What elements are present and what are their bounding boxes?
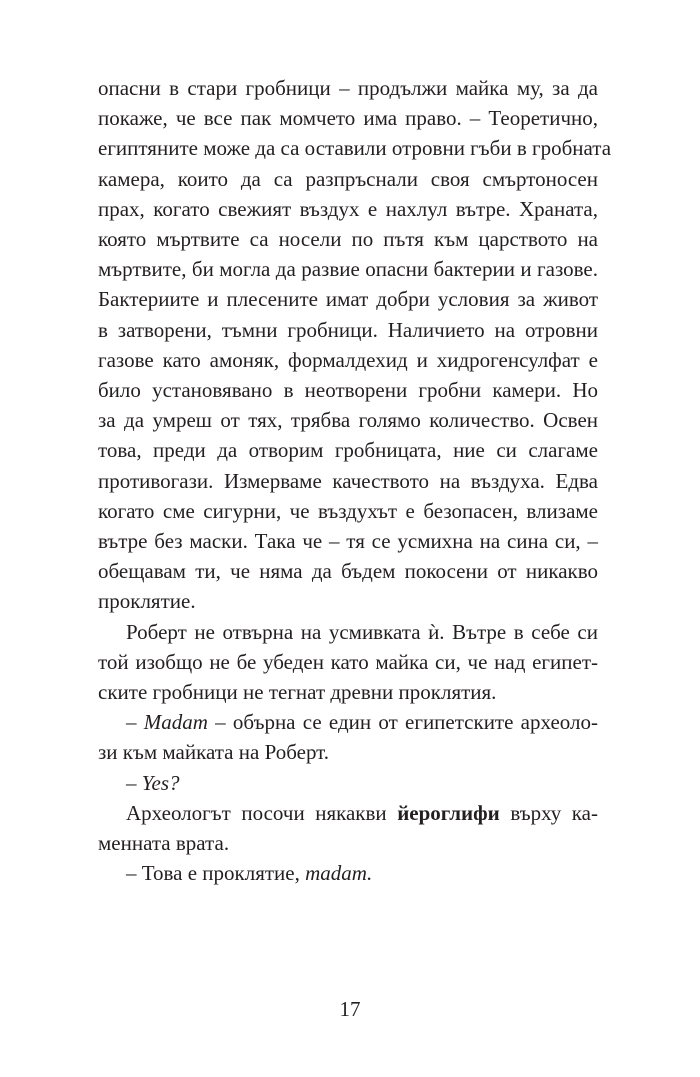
text-line: обещавам ти, че няма да бъдем покосени от никакво [98, 559, 598, 584]
text-line [98, 858, 598, 888]
text-line: менната врата. [98, 831, 230, 856]
paragraph-3 [98, 707, 598, 767]
text-line: противогази. Измерваме качеството на въздуха. Едва [98, 468, 598, 493]
text-line: ските гробници не тегнат древни проклятия. [98, 680, 497, 705]
text-line: мъртвите, би могла да развие опасни бактерии и газове. [98, 257, 598, 282]
text-line: покаже, че все пак момчето има право. – Теоретично, [98, 106, 598, 131]
text-line [98, 798, 598, 828]
paragraph-5 [98, 798, 598, 858]
text-line: зи към майката на Роберт. [98, 740, 330, 765]
text-line: той изобщо не бе убеден като майка си, че над египет- [98, 649, 598, 674]
text-line: вътре без маски. Така че – тя се усмихна на сина си, – [98, 529, 598, 554]
paragraph-2 [98, 617, 598, 708]
page-number: 17 [339, 997, 361, 1021]
paragraph-6 [98, 858, 598, 888]
italic-word: Madam [143, 710, 208, 735]
text-line: опасни в стари гробници – продължи майка му, за да [98, 76, 598, 100]
italic-word: madam. [305, 861, 373, 886]
text-line: Роберт не отвърна на усмивката ѝ. Вътре в себе си [126, 619, 598, 644]
dialogue-dash: – [126, 770, 142, 795]
text-line: проклятие. [98, 589, 196, 614]
text-line: когато сме сигурни, че въздухът е безопасен, влизаме [98, 498, 598, 523]
text-fragment: – Това е проклятие, [126, 861, 306, 886]
text-line: египтяните може да са оставили отровни гъби в гробната [98, 136, 612, 161]
text-line: газове като амоняк, формалдехид и хидрогенсулфат е [98, 347, 598, 372]
body-text [98, 73, 612, 888]
text-line: Бактериите и плесените имат добри условия за живот [98, 287, 598, 312]
paragraph-4 [98, 768, 598, 798]
text-line [98, 768, 598, 798]
text-line: било установявано в неотворени гробни камери. Но [98, 378, 598, 403]
text-line: камера, които да са разпръснали своя смъртоносен [98, 166, 598, 191]
italic-word: Yes? [141, 770, 180, 795]
text-line: това, преди да отворим гробницата, ние си слагаме [98, 438, 598, 463]
text-fragment: върху ка- [499, 800, 598, 825]
paragraph-1 [98, 73, 612, 617]
book-page [98, 73, 612, 888]
text-line: за да умреш от тях, трябва голямо количество. Освен [98, 408, 598, 433]
dialogue-dash: – [126, 710, 144, 735]
text-line: прах, когато свежият въздух е нахлул вътре. Храната, [98, 196, 598, 221]
text-fragment: – обърна се един от египетските археоло- [207, 710, 598, 735]
bold-word: йероглифи [397, 800, 500, 825]
text-line [98, 707, 598, 737]
text-fragment: Археологът посочи някакви [126, 800, 398, 825]
text-line: в затворени, тъмни гробници. Наличието на отровни [98, 317, 598, 342]
text-line: която мъртвите са носели по пътя към царството на [98, 227, 598, 252]
